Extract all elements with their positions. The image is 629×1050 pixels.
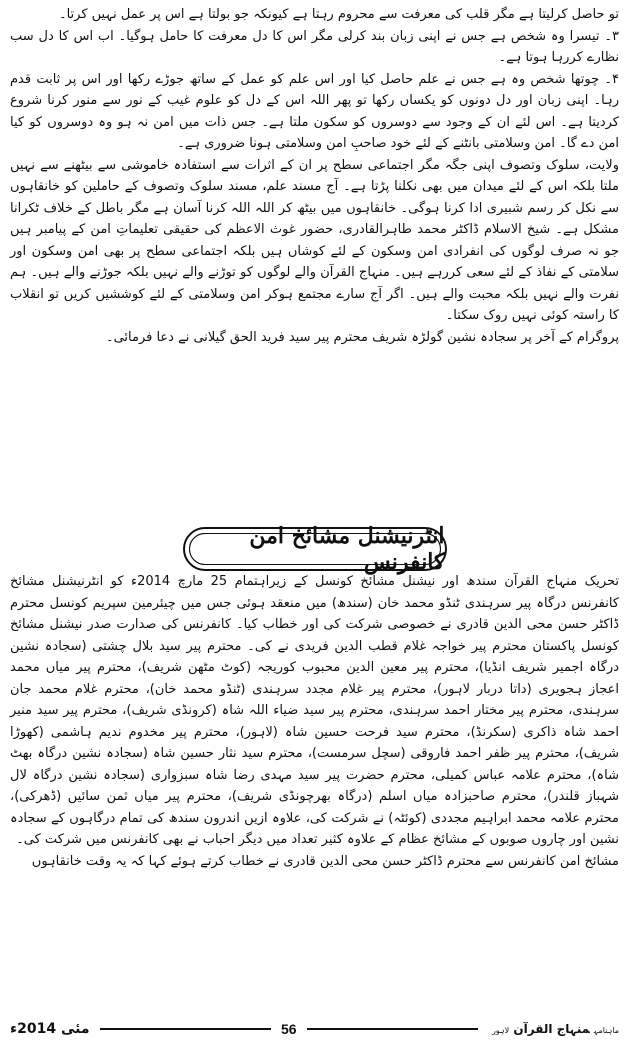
paragraph-point-4: ۴۔ چوتھا شخص وہ ہے جس نے علم حاصل کیا اور اس علم کو عمل کے ساتھ جوڑے رکھا اور اس پر ثابت قدم رہا۔ اپنی زبان اور دل دونوں کو یکساں رکھا تو پھر اللہ اس کے دل کو علوم غیب کے نور سے منور کرنا شروع کردیتا ہے۔ اس لئے ان کے وجود سے دوسروں کو سکون ملتا ہے۔ جس ذات میں امن نہ ہو وہ دوسروں کو کیا امن دے گا۔ امن وسلامتی بانٹنے کے لئے خود صاحبِ امن وسلامتی ہونا ضروری ہے۔ — [10, 71, 619, 151]
magazine-name: منہاج القرآن — [513, 1022, 590, 1036]
footer-rule-right — [307, 1028, 478, 1030]
paragraph: تحریک منہاج القرآن سندھ اور نیشنل مشائخ کونسل کے زیراہتمام 25 مارچ 2014ء کو انٹرنیشنل مشائخ کانفرنس درگاہ پیر سرہندی ٹنڈو محمد خان (سندھ) میں منعقد ہوئی جس میں چیئرمین سپریم کونسل محترم ڈاکٹر حسن محی الدین قادری نے خصوصی شرکت کی اور خطاب کیا۔ کانفرنس کی صدارت صدر نیشنل مشائخ کونسل پاکستان محترم پیر خواجہ غلام قطب الدین فریدی نے کی۔ محترم پیر سید بلال چشتی (سجادہ نشین درگاہ اجمیر شریف انڈیا)، محترم پیر معین الدین محبوب کوریجہ (کوٹ مٹھن شریف)، محترم پیر میاں محمد اعجاز ہجویری (داتا دربار لاہور)، محترم پیر غلام مجدد سرہندی (ٹنڈو محمد خان)، محترم غلام محمد جان سرہندی، محترم پیر مختار احمد سرہندی، محترم پیر سید ضیاء اللہ شاہ (کرونڈی شریف)، محترم پیر سید منیر احمد شاہ ذاکری (سکرنڈ)، محترم سید فرحت حسین شاہ (لاہور)، محترم پیر مخدوم ندیم ہاشمی (کھوڑا شریف)، محترم پیر ظفر احمد فاروقی (سچل سرمست)، محترم سید نثار حسین شاہ (سجادہ نشین درگاہ بھٹ شاہ)، محترم علامہ عباس کمیلی، محترم حضرت پیر سید مہدی رضا شاہ سبزواری (سجادہ نشین درگاہ لال شہباز قلندر)، محترم صاحبزادہ میاں اسلم (درگاہ بھرچونڈی شریف)، محترم پیر میاں ثمن سائیں (ڈھرکی)، محترم علامہ محمد ابراہیم مجددی (کوئٹہ) نے شرکت کی، علاوہ ازیں اندرون سندھ کی تمام درگاہوں کے سجادہ نشین اور چاروں صوبوں کے مشائخ عظام کے علاوہ کثیر تعداد میں دیگر احباب نے بھی کانفرنس میں شرکت کی۔ — [10, 574, 620, 847]
page-footer — [10, 1014, 619, 1044]
paragraph: مشائخ امن کانفرنس سے محترم ڈاکٹر حسن محی الدین قادری نے خطاب کرتے ہوئے کہا کہ یہ وقت خانقاہوں — [31, 853, 619, 869]
article-body-top — [10, 4, 619, 348]
paragraph-closing-prayer: پروگرام کے آخر پر سجادہ نشین گولڑہ شریف محترم پیر سید فرید الحق گیلانی نے دعا فرمائی۔ — [105, 329, 619, 345]
paragraph: تو حاصل کرلیتا ہے مگر قلب کی معرفت سے محروم رہتا ہے کیونکہ جو بولتا ہے اس پر عمل نہیں کرتا۔ — [58, 7, 619, 22]
issue-date: مئی 2014ء — [9, 1021, 90, 1037]
paragraph: ولایت، سلوک وتصوف اپنی جگہ مگر اجتماعی سطح پر ان کے اثرات سے استفادہ خاموشی سے بیٹھنے سے نہیں ملتا بلکہ اس کے لئے میدان میں بھی نکلنا پڑتا ہے۔ آج مسند علم، مسند سلوک وتصوف کے حاملین کو خانقاہوں سے نکل کر رسم شبیری ادا کرنا ہوگی۔ خانقاہوں میں بیٹھ کر اللہ اللہ کرنا آسان ہے مگر باطل کے خلاف ٹکرانا مشکل ہے۔ شیخ الاسلام ڈاکٹر محمد طاہرالقادری، حضور غوث الاعظم کی حقیقی تعلیماتِ امن کے پیامبر ہیں جو نہ صرف لوگوں کی انفرادی امن وسکون کے لئے کوشاں ہیں بلکہ اجتماعی سطح پر بھی امن وسکون اور سلامتی کے نفاذ کے لئے سعی کررہے ہیں۔ منہاج القرآن والے لوگوں کو توڑنے والے نہیں بلکہ جوڑنے والے ہیں۔ ہم نفرت والے نہیں بلکہ محبت والے ہیں۔ اگر آج سارے مجتمع ہوکر امن وسلامتی کے لئے کوششیں کریں تو انقلاب کا راستہ کوئی نہیں روک سکتا۔ — [10, 157, 619, 323]
footer-rule-left — [100, 1028, 271, 1030]
section-heading-banner — [183, 523, 447, 575]
section-heading: انٹرنیشنل مشائخ امن کانفرنس — [249, 523, 445, 575]
paragraph-point-3: ۳۔ تیسرا وہ شخص ہے جس نے اپنی زبان بند کرلی مگر اس کا دل معرفت کا حامل ہوگیا۔ اب اس کا دل سب نظارے کررہا ہوتا ہے۔ — [10, 28, 619, 65]
article-body-conference — [10, 571, 619, 872]
page-number: 56 — [280, 1021, 297, 1037]
magazine-prefix: ماہنامہ — [593, 1026, 619, 1035]
magazine-city: لاہور — [491, 1026, 510, 1035]
magazine-title — [488, 1022, 619, 1036]
